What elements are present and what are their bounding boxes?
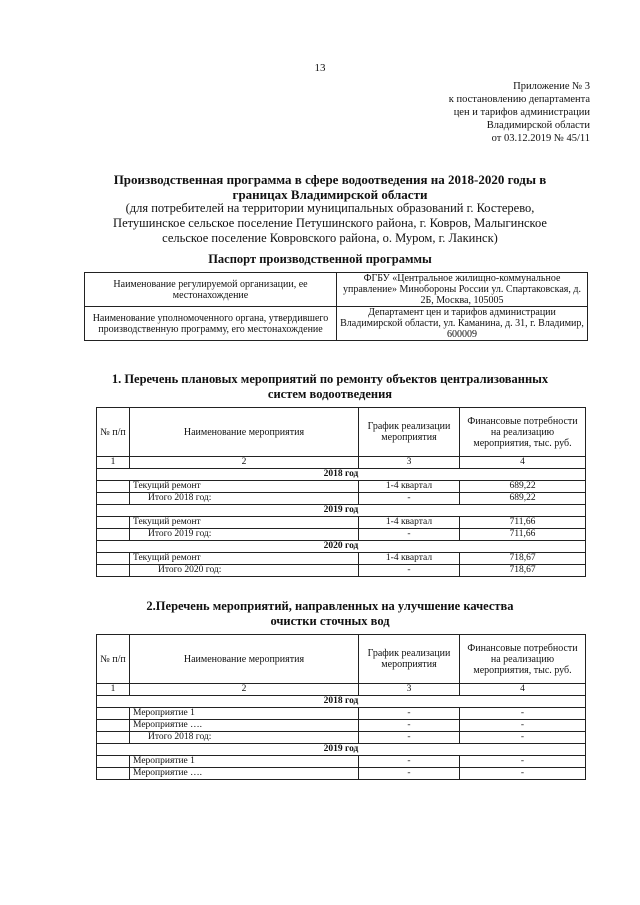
row-number [97,732,130,744]
year-label: 2020 год [97,541,586,553]
table-header-row [97,635,586,684]
year-row [97,744,586,756]
table-row [97,565,586,577]
column-header: График реализации мероприятия [359,408,460,457]
column-header: График реализации мероприятия [359,635,460,684]
year-label: 2019 год [97,744,586,756]
row-name: Мероприятие 1 [130,756,359,768]
row-name: Итого 2018 год: [130,732,359,744]
appendix-block [390,80,590,145]
column-number: 2 [130,457,359,469]
column-number: 3 [359,457,460,469]
row-schedule: 1-4 квартал [359,517,460,529]
appendix-line: Владимирской области [486,120,590,131]
section-title-line: 1. Перечень плановых мероприятий по ремонту объектов централизованных [111,372,549,386]
row-amount: - [460,756,586,768]
row-amount: - [460,732,586,744]
passport-label: Наименование уполномоченного органа, утвердившего производственную программу, его местонахождение [85,307,337,341]
row-number [97,481,130,493]
subtitle-line: сельское поселение Ковровского района, о. Муром, г. Лакинск) [162,231,498,245]
row-amount: 689,22 [460,481,586,493]
subtitle-line: Петушинское сельское поселение Петушинского района, г. Ковров, Малыгинское [113,216,547,230]
appendix-line: от 03.12.2019 № 45/11 [491,133,590,144]
section2-title [60,599,600,629]
row-name: Мероприятие …. [130,768,359,780]
row-number [97,565,130,577]
row-number [97,720,130,732]
table-row [97,529,586,541]
table-row [97,493,586,505]
row-amount: - [460,768,586,780]
appendix-line: Приложение № 3 [513,81,590,92]
row-amount: 689,22 [460,493,586,505]
document-subtitle [60,201,600,246]
column-number: 1 [97,457,130,469]
year-row [97,696,586,708]
column-number: 4 [460,684,586,696]
year-row [97,469,586,481]
column-header: № п/п [97,635,130,684]
row-number [97,768,130,780]
table-row [97,720,586,732]
row-name: Мероприятие 1 [130,708,359,720]
table-header-row [97,408,586,457]
row-name: Итого 2020 год: [130,565,359,577]
section-title-line: 2.Перечень мероприятий, направленных на улучшение качества [146,599,514,613]
row-amount: 711,66 [460,529,586,541]
section-title-line: очистки сточных вод [270,614,390,628]
page-number: 13 [314,62,326,74]
row-schedule: - [359,565,460,577]
row-name: Текущий ремонт [130,481,359,493]
row-schedule: - [359,708,460,720]
column-number-row [97,684,586,696]
column-number: 3 [359,684,460,696]
row-schedule: - [359,529,460,541]
row-name: Итого 2019 год: [130,529,359,541]
column-number: 4 [460,457,586,469]
row-number [97,553,130,565]
row-schedule: - [359,768,460,780]
section1-table [96,407,586,577]
table-row [97,768,586,780]
column-header: Наименование мероприятия [130,635,359,684]
row-amount: - [460,720,586,732]
passport-table [84,272,588,341]
title-line: Производственная программа в сфере водоотведения на 2018-2020 годы в [113,172,547,187]
table-row [97,708,586,720]
year-label: 2019 год [97,505,586,517]
document-title [60,172,600,202]
row-number [97,493,130,505]
row-amount: 718,67 [460,553,586,565]
row-number [97,529,130,541]
appendix-line: цен и тарифов администрации [453,107,590,118]
section1-title [60,372,600,402]
row-schedule: - [359,756,460,768]
row-amount: 711,66 [460,517,586,529]
row-name: Текущий ремонт [130,553,359,565]
table-row [97,553,586,565]
row-name: Текущий ремонт [130,517,359,529]
row-schedule: 1-4 квартал [359,481,460,493]
year-label: 2018 год [97,696,586,708]
title-line: границах Владимирской области [232,187,428,202]
table-row [97,732,586,744]
table-row [85,273,588,307]
row-name: Итого 2018 год: [130,493,359,505]
column-number: 1 [97,684,130,696]
section2-table [96,634,586,780]
column-number: 2 [130,684,359,696]
row-schedule: - [359,493,460,505]
column-header: Финансовые потребности на реализацию мероприятия, тыс. руб. [460,408,586,457]
column-number-row [97,457,586,469]
table-row [97,756,586,768]
column-header: Финансовые потребности на реализацию мероприятия, тыс. руб. [460,635,586,684]
row-schedule: - [359,720,460,732]
section-title-line: систем водоотведения [267,387,393,401]
passport-label: Наименование регулируемой организации, ее местонахождение [85,273,337,307]
row-schedule: - [359,732,460,744]
table-row [97,517,586,529]
table-row [97,481,586,493]
passport-value: Департамент цен и тарифов администрации Владимирской области, ул. Каманина, д. 31, г. Владимир, 600009 [337,307,588,341]
row-name: Мероприятие …. [130,720,359,732]
year-label: 2018 год [97,469,586,481]
row-schedule: 1-4 квартал [359,553,460,565]
appendix-line: к постановлению департамента [448,94,590,105]
column-header: Наименование мероприятия [130,408,359,457]
table-row [85,307,588,341]
row-number [97,756,130,768]
passport-title: Паспорт производственной программы [208,252,432,266]
year-row [97,541,586,553]
passport-value: ФГБУ «Центральное жилищно-коммунальное управление» Минобороны России ул. Спартаковская, д. 2Б, Москва, 105005 [337,273,588,307]
column-header: № п/п [97,408,130,457]
subtitle-line: (для потребителей на территории муниципальных образований г. Костерево, [125,201,535,215]
row-number [97,517,130,529]
row-amount: - [460,708,586,720]
row-amount: 718,67 [460,565,586,577]
row-number [97,708,130,720]
year-row [97,505,586,517]
